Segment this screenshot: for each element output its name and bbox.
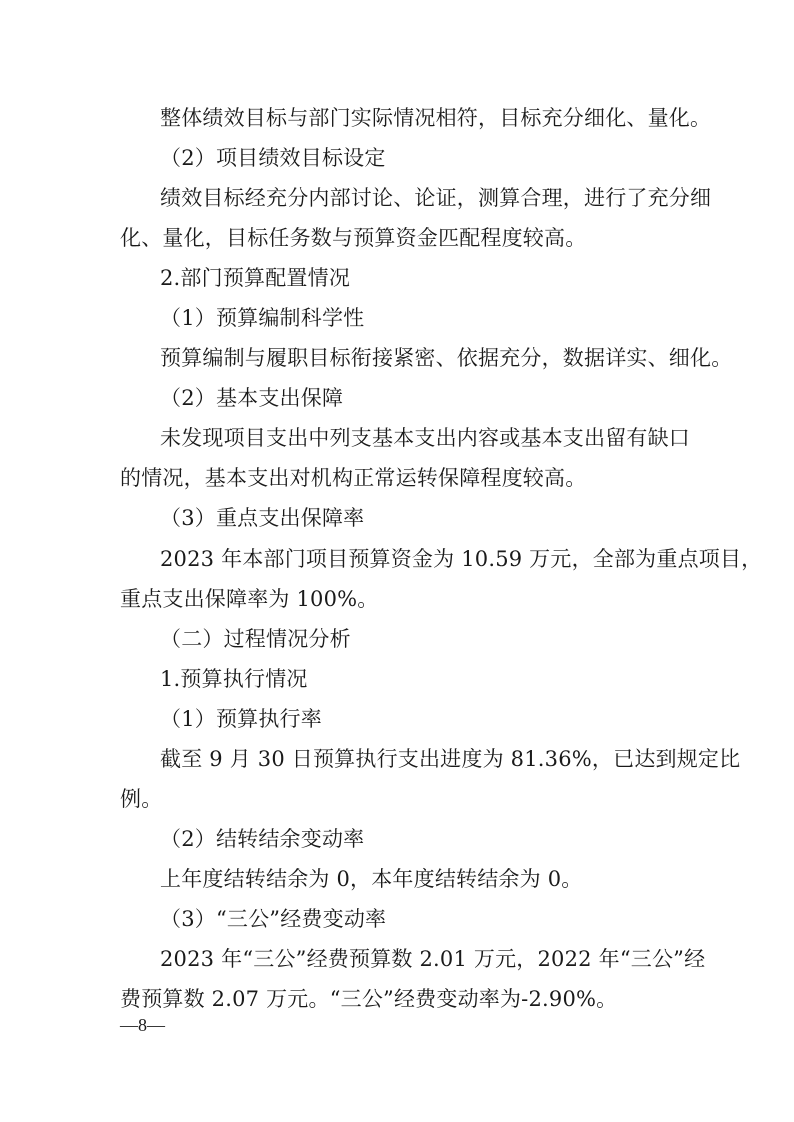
body-paragraph-line: 费预算数 2.07 万元。“三公”经费变动率为-2.90%。 [120,987,618,1011]
body-paragraph-line: 整体绩效目标与部门实际情况相符，目标充分细化、量化。 [160,106,712,130]
body-paragraph-line: 例。 [120,787,163,811]
section-heading: （1）预算执行率 [160,707,322,731]
section-heading: （2）基本支出保障 [160,386,344,410]
section-heading: （1）预算编制科学性 [160,306,365,330]
section-heading: （3）重点支出保障率 [160,506,365,530]
body-paragraph-line: 截至 9 月 30 日预算执行支出进度为 81.36%，已达到规定比 [160,747,741,771]
body-paragraph-line: 2023 年“三公”经费预算数 2.01 万元，2022 年“三公”经 [160,947,706,971]
section-heading: （2）项目绩效目标设定 [160,146,386,170]
section-heading: （二）过程情况分析 [160,627,351,651]
body-paragraph-line: 的情况，基本支出对机构正常运转保障程度较高。 [120,466,587,490]
body-paragraph-line: 绩效目标经充分内部讨论、论证，测算合理，进行了充分细 [160,186,712,210]
body-paragraph-line: 2023 年本部门项目预算资金为 10.59 万元，全部为重点项目， [160,547,763,571]
body-paragraph-line: 上年度结转结余为 0，本年度结转结余为 0。 [160,867,583,891]
page-number: —8— [120,1015,165,1035]
section-heading: （3）“三公”经费变动率 [160,907,387,931]
section-heading: 1.预算执行情况 [160,667,308,691]
section-heading: （2）结转结余变动率 [160,827,365,851]
body-paragraph-line: 重点支出保障率为 100%。 [120,587,379,611]
body-paragraph-line: 化、量化，目标任务数与预算资金匹配程度较高。 [120,226,587,250]
section-heading: 2.部门预算配置情况 [160,266,351,290]
body-paragraph-line: 未发现项目支出中列支基本支出内容或基本支出留有缺口 [160,426,690,450]
body-paragraph-line: 预算编制与履职目标衔接紧密、依据充分，数据详实、细化。 [160,346,733,370]
